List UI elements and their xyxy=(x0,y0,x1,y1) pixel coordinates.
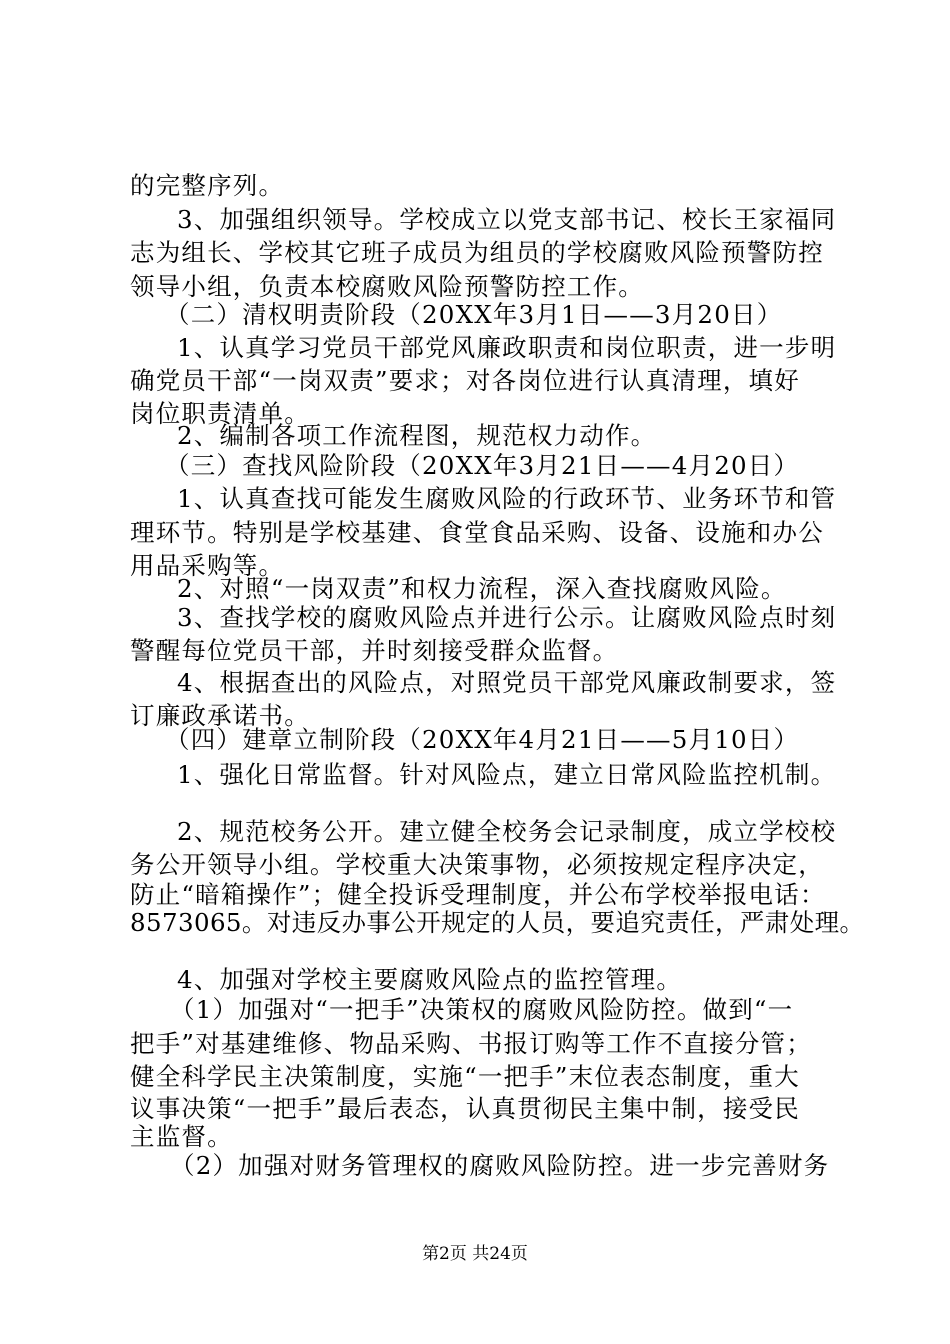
text-line: 2、对照“一岗双责”和权力流程，深入查找腐败风险。 xyxy=(177,574,787,603)
text-line: （三）查找风险阶段（20XX年3月21日——4月20日） xyxy=(165,451,800,480)
text-line: 健全科学民主决策制度，实施“一把手”末位表态制度，重大 xyxy=(130,1062,800,1091)
text-line: 8573065。对违反办事公开规定的人员，要追究责任，严肃处理。 xyxy=(130,908,865,937)
page-number-footer: 第2页 共24页 xyxy=(422,1244,528,1264)
text-line: 2、编制各项工作流程图，规范权力动作。 xyxy=(177,421,657,450)
text-line: 务公开领导小组。学校重大决策事物，必须按规定程序决定， xyxy=(130,850,824,879)
text-line: 4、根据查出的风险点，对照党员干部党风廉政制要求，签 xyxy=(177,668,837,697)
text-line: 警醒每位党员干部，并时刻接受群众监督。 xyxy=(130,636,619,665)
text-line: 的完整序列。 xyxy=(130,171,285,200)
text-line: 3、加强组织领导。学校成立以党支部书记、校长王家福同 xyxy=(177,205,837,234)
text-line: （四）建章立制阶段（20XX年4月21日——5月10日） xyxy=(165,725,800,754)
text-line: 把手”对基建维修、物品采购、书报订购等工作不直接分管； xyxy=(130,1029,812,1058)
text-line: 理环节。特别是学校基建、食堂食品采购、设备、设施和办公 xyxy=(130,518,824,547)
text-line: 1、认真学习党员干部党风廉政职责和岗位职责，进一步明 xyxy=(177,333,837,362)
text-line: 3、查找学校的腐败风险点并进行公示。让腐败风险点时刻 xyxy=(177,603,837,632)
text-line: 领导小组，负责本校腐败风险预警防控工作。 xyxy=(130,272,644,301)
text-line: 1、强化日常监督。针对风险点，建立日常风险监控机制。 xyxy=(177,760,837,789)
text-line: （2）加强对财务管理权的腐败风险防控。进一步完善财务 xyxy=(170,1151,830,1180)
text-line: 防止“暗箱操作”；健全投诉受理制度，并公布学校举报电话： xyxy=(130,880,826,909)
text-line: 订廉政承诺书。 xyxy=(130,701,310,730)
text-line: 主监督。 xyxy=(130,1122,233,1151)
text-line: （1）加强对“一把手”决策权的腐败风险防控。做到“一 xyxy=(170,995,794,1024)
text-line: 议事决策“一把手”最后表态，认真贯彻民主集中制，接受民 xyxy=(130,1094,800,1123)
text-line: 志为组长、学校其它班子成员为组员的学校腐败风险预警防控 xyxy=(130,238,824,267)
text-line: 确党员干部“一岗双责”要求；对各岗位进行认真清理，填好 xyxy=(130,366,800,395)
text-line: （二）清权明责阶段（20XX年3月1日——3月20日） xyxy=(165,300,783,329)
text-line: 用品采购等。 xyxy=(130,551,285,580)
text-line: 4、加强对学校主要腐败风险点的监控管理。 xyxy=(177,965,683,994)
text-line: 1、认真查找可能发生腐败风险的行政环节、业务环节和管 xyxy=(177,484,837,513)
text-line: 2、规范校务公开。建立健全校务会记录制度，成立学校校 xyxy=(177,817,837,846)
text-line: 岗位职责清单。 xyxy=(130,399,310,428)
